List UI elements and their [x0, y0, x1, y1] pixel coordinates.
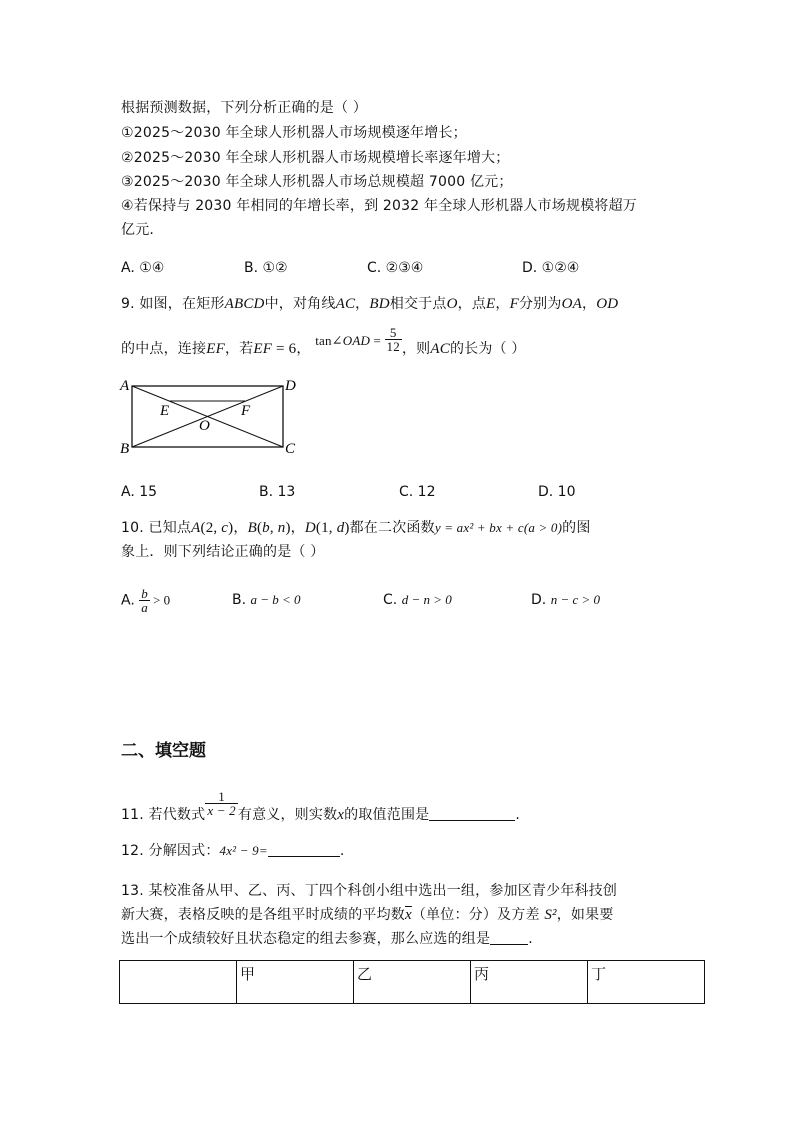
q12-line [121, 840, 344, 862]
label-c: C [285, 441, 296, 457]
table-header-cell: 丁 [588, 961, 705, 1004]
q9-text: 中，对角线 [264, 296, 336, 312]
label-o: O [199, 418, 210, 434]
q9-math-ef: EF [253, 341, 273, 357]
q9-text: ， [495, 296, 510, 312]
q10-math: d [336, 520, 345, 536]
q10-math: ) [285, 520, 291, 536]
q8-option-c: C. ②③④ [367, 260, 424, 276]
q9-text: ，若 [224, 341, 254, 357]
q9-text: ， [582, 296, 597, 312]
q10-math: c [221, 520, 229, 536]
label-e: E [160, 403, 170, 419]
q10-math: D [304, 520, 316, 536]
q10-math: b [262, 520, 270, 536]
table-header-cell [120, 961, 237, 1004]
q11-text: 的取值范围是 [344, 807, 430, 823]
q10-text: ， [233, 520, 248, 536]
table-header-cell: 甲 [237, 961, 354, 1004]
q10-math: ( [256, 520, 263, 536]
q9-option-d: D. 10 [538, 484, 576, 500]
rectangle-diagram [114, 375, 314, 463]
q9-option-b: B. 13 [259, 484, 296, 500]
q13-text: （单位：分）及方差 [411, 907, 545, 923]
q8-option-a: A. ①④ [121, 260, 165, 276]
q12-text: 12. 分解因式： [121, 843, 220, 859]
q11-math-x: x [337, 807, 345, 823]
q9-math-oa: OA [561, 296, 582, 312]
table-row [120, 961, 705, 1004]
q8-statement-3: ③2025～2030 年全球人形机器人市场总规模超 7000 亿元； [121, 174, 513, 190]
q10-math: (1, [315, 520, 337, 536]
q9-text: ，点 [457, 296, 487, 312]
q11-text: 11. 若代数式 [121, 807, 206, 823]
q13-line-2 [121, 904, 614, 926]
option-math: > 0 [149, 592, 171, 608]
q11-text: . [515, 807, 520, 823]
q10-condition: (a > 0) [523, 520, 563, 535]
q9-math-ac: AC [430, 341, 450, 357]
q8-option-d: D. ①②④ [522, 260, 580, 276]
q13-text: 选出一个成绩较好且状态稳定的组去参赛，那么应选的组是 [121, 931, 491, 947]
q8-statement-4-cont: 亿元. [121, 222, 155, 238]
q9-math-ef: EF [206, 341, 225, 357]
q9-text: ，则 [401, 341, 431, 357]
fraction-denominator: a [141, 600, 148, 615]
score-table [119, 960, 705, 1004]
q10-option-b [232, 589, 301, 611]
q9-math-eq: = [370, 333, 385, 348]
label-d: D [285, 378, 296, 394]
q10-option-a-fraction [139, 587, 150, 614]
q9-text: 相交于点 [389, 296, 447, 312]
q10-option-a [121, 587, 170, 614]
q10-math: ) [228, 520, 234, 536]
q10-math: ) [344, 520, 350, 536]
q12-expression: 4x² − 9= [219, 843, 268, 858]
option-math: a − b < 0 [250, 592, 301, 607]
q13-math-mean: $\overline{x}$ [405, 907, 412, 923]
q10-text: ， [290, 520, 305, 536]
q10-math: (2, [200, 520, 222, 536]
fraction-numerator: b [141, 586, 148, 601]
q10-function: y = ax² + bx + c [434, 520, 524, 535]
q11-fraction [205, 790, 238, 817]
q9-math-tan: tan∠ [315, 333, 343, 348]
q9-line-2 [121, 326, 526, 364]
q9-math-oad: OAD [342, 333, 371, 348]
q13-text: . [528, 931, 533, 947]
q8-statement-4: ④若保持与 2030 年相同的年增长率，到 2032 年全球人形机器人市场规模将超万 [121, 198, 638, 214]
q9-fraction-numerator: 5 [385, 326, 402, 340]
q11-fraction-numerator: 1 [205, 790, 238, 804]
q9-math-value: = 6 [272, 341, 297, 357]
q9-math-o: O [446, 296, 458, 312]
q9-text: 的中点，连接 [121, 341, 207, 357]
q9-math-ac: AC [335, 296, 356, 312]
q10-math: n [277, 520, 286, 536]
q9-text: ， [355, 296, 370, 312]
option-math: d − n > 0 [401, 592, 452, 607]
q9-line-1 [121, 293, 618, 315]
q11-line [121, 790, 520, 835]
label-f: F [241, 403, 251, 419]
q8-option-b: B. ①② [244, 260, 288, 276]
q10-text: 都在二次函数 [349, 520, 435, 536]
table-header-cell: 丙 [471, 961, 588, 1004]
option-prefix: B. [232, 592, 251, 608]
q13-math-variance: S² [544, 907, 557, 923]
q10-math: B [247, 520, 257, 536]
label-b: B [120, 441, 130, 457]
q13-answer-blank[interactable] [490, 930, 528, 945]
q9-text: 分别为 [518, 296, 562, 312]
q10-math: A [191, 520, 201, 536]
q13-text: ，如果要 [556, 907, 614, 923]
section-title: 二、填空题 [121, 741, 206, 761]
q9-option-a: A. 15 [121, 484, 158, 500]
q12-text: . [339, 843, 345, 859]
q11-answer-blank[interactable] [429, 806, 515, 821]
q8-statement-2: ②2025～2030 年全球人形机器人市场规模增长率逐年增大； [121, 150, 510, 166]
q9-text: ， [296, 341, 311, 357]
option-math: n − c > 0 [550, 592, 601, 607]
option-prefix: A. [121, 592, 135, 609]
q10-line-1 [121, 517, 591, 539]
q9-math-bd: BD [369, 296, 390, 312]
q10-option-c [383, 589, 452, 611]
q9-math-od: OD [596, 296, 619, 312]
q9-fraction [385, 326, 402, 353]
q9-option-c: C. 12 [399, 484, 436, 500]
q13-text: 新大赛，表格反映的是各组平时成绩的平均数 [121, 907, 405, 923]
table-header-cell: 乙 [354, 961, 471, 1004]
q10-math: , [269, 520, 278, 536]
q12-answer-blank[interactable] [268, 842, 340, 857]
option-prefix: C. [383, 592, 402, 608]
option-prefix: D. [531, 592, 551, 608]
q9-fraction-denominator: 12 [386, 339, 400, 354]
label-a: A [120, 378, 130, 394]
q8-statement-1: ①2025～2030 年全球人形机器人市场规模逐年增长； [121, 125, 467, 141]
q10-text: 10. 已知点 [121, 520, 192, 536]
q10-option-d [531, 589, 600, 611]
q11-fraction-denominator: x − 2 [207, 803, 236, 818]
q9-text: 9. 如图，在矩形 [121, 296, 225, 312]
q10-line-2: 象上．则下列结论正确的是（ ） [121, 544, 325, 560]
q13-line-1: 13. 某校准备从甲、乙、丙、丁四个科创小组中选出一组，参加区青少年科技创 [121, 883, 618, 899]
q9-math-e: E [486, 296, 496, 312]
q10-text: 的图 [562, 520, 591, 536]
q9-math-f: F [509, 296, 519, 312]
q9-text: 的长为（ ） [449, 341, 526, 357]
q11-text: 有意义，则实数 [237, 807, 338, 823]
q13-line-3 [121, 928, 533, 950]
q8-prompt: 根据预测数据，下列分析正确的是（ ） [121, 100, 368, 116]
q9-math-abcd: ABCD [224, 296, 265, 312]
